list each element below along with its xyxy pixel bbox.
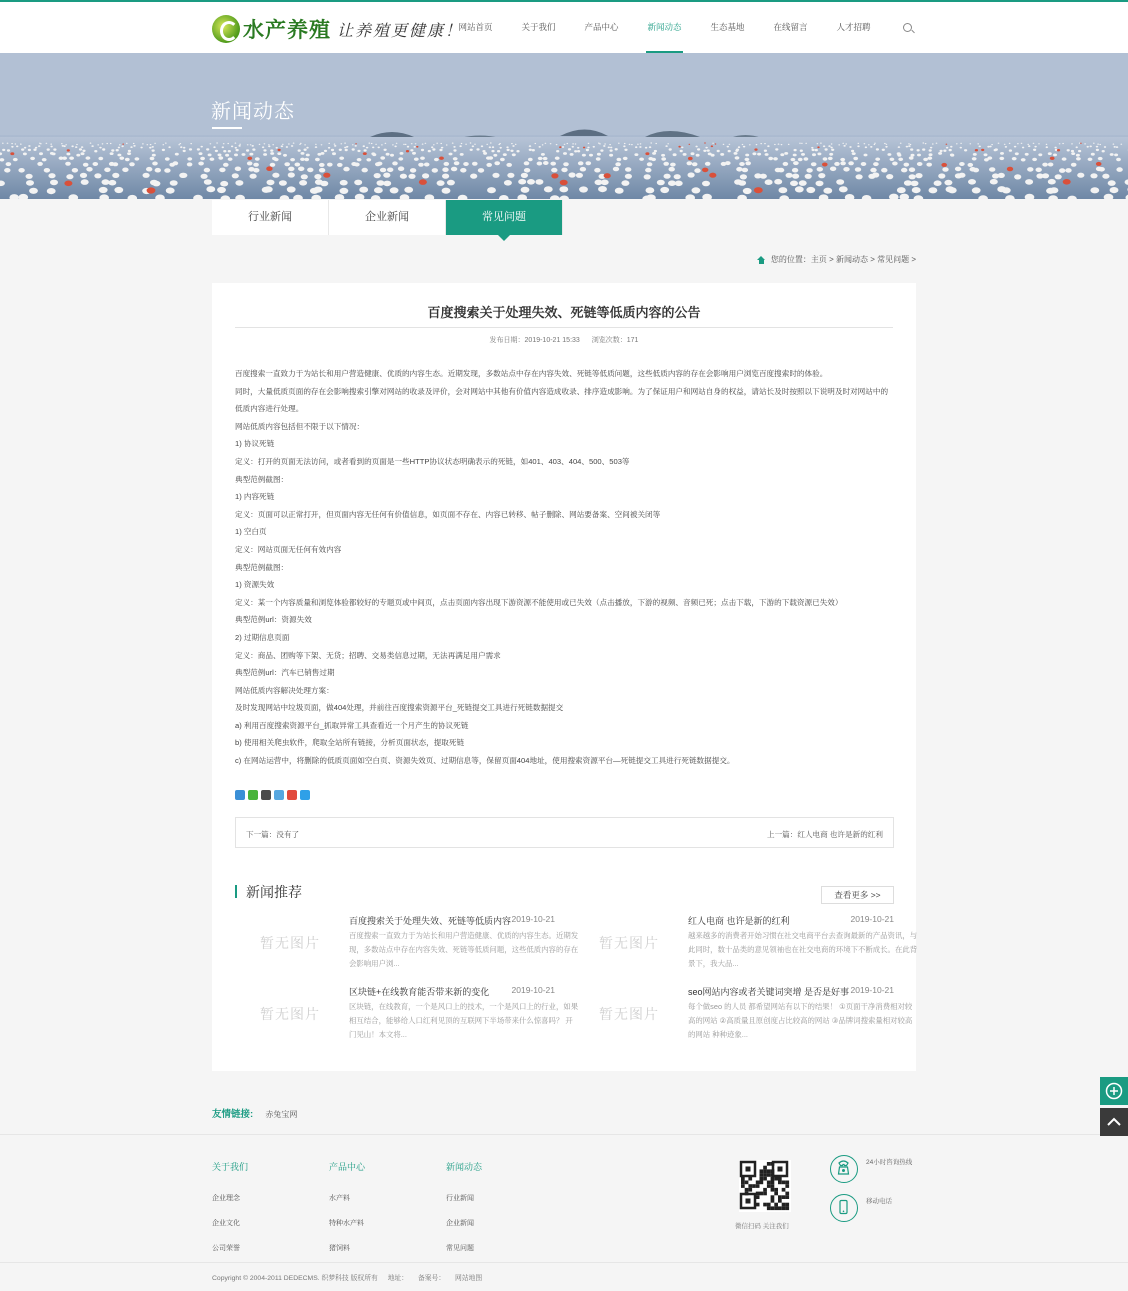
tab-faq[interactable]: 常见问题	[446, 200, 563, 235]
footer-col-title[interactable]: 产品中心	[329, 1162, 366, 1172]
article-paragraph: 1) 空白页	[235, 527, 267, 537]
qr-caption: 微信扫码 关注我们	[735, 1223, 789, 1230]
view-more-button[interactable]: 查看更多 >>	[821, 886, 894, 904]
main-nav	[444, 2, 885, 53]
sitemap-link[interactable]: 网站地图	[455, 1275, 483, 1282]
nav-home[interactable]: 网站首页	[458, 22, 493, 32]
recommend-item-title[interactable]: 百度搜索关于处理失效、死链等低质内容	[349, 916, 512, 926]
recommend-header	[235, 882, 894, 902]
footer-link[interactable]: 猪饲料	[329, 1245, 350, 1252]
footer-link[interactable]: 企业文化	[212, 1220, 240, 1227]
banner-seascape-image	[0, 53, 1128, 199]
footer-divider	[0, 1134, 1128, 1135]
friend-links-label: 友情链接:	[212, 1109, 254, 1120]
no-image-placeholder: 暂无图片	[599, 1006, 659, 1022]
chevron-up-icon	[1100, 1108, 1128, 1136]
footer-link[interactable]: 常见问题	[446, 1245, 474, 1252]
recommend-item-title[interactable]: seo网站内容或者关键词突增 是否是好事	[688, 987, 850, 997]
breadcrumb-path[interactable]: 主页 > 新闻动态 > 常见问题 >	[810, 255, 916, 264]
article-paragraph: b) 使用相关爬虫软件，爬取全站所有链接，分析页面状态，提取死链	[235, 738, 465, 748]
article-paragraph: 典型范例截图：	[235, 474, 289, 484]
banner-underline	[212, 127, 242, 129]
mobile-label: 移动电话	[866, 1198, 892, 1205]
banner-title: 新闻动态	[211, 101, 295, 123]
article-paragraph: 定义：页面可以正常打开，但页面内容无任何有价值信息，如页面不存在、内容已转移、帖子删除、网站要备案、空间被关闭等	[235, 509, 661, 519]
recommend-item[interactable]	[574, 914, 918, 974]
back-to-top-button[interactable]	[1100, 1108, 1128, 1136]
recommend-item-date: 2019-10-21	[850, 985, 894, 995]
footer-link[interactable]: 企业新闻	[446, 1220, 474, 1227]
footer-col-title[interactable]: 新闻动态	[446, 1162, 483, 1172]
share-bar	[235, 790, 313, 800]
breadcrumb-label: 您的位置：	[770, 255, 811, 264]
recommend-item[interactable]	[235, 985, 579, 1045]
article-paragraph: 及时发现网站中垃圾页面，做404处理，并前往百度搜索资源平台_死链提交工具进行死链数据提交	[235, 703, 564, 713]
recommend-item-date: 2019-10-21	[511, 985, 555, 995]
footer-col-products	[329, 1160, 429, 1268]
article-body	[235, 365, 895, 770]
article-divider	[235, 327, 893, 328]
icp-text: 备案号：	[417, 1275, 446, 1282]
share-qzone-icon[interactable]	[274, 790, 284, 800]
site-header	[0, 2, 1128, 53]
logo-mark-icon	[212, 15, 240, 43]
nav-base[interactable]: 生态基地	[710, 22, 745, 32]
tab-industry-news[interactable]: 行业新闻	[212, 200, 329, 235]
recommend-item-title[interactable]: 红人电商 也许是新的红利	[688, 916, 790, 926]
site-logo[interactable]	[212, 14, 463, 44]
article-paragraph: 1) 协议死链	[235, 439, 275, 449]
recommend-item-title[interactable]: 区块链+在线教育能否带来新的变化	[349, 987, 490, 997]
article-paragraph: 定义：某一个内容质量和浏览体验都较好的专题页或中间页，点击页面内容出现下游资源不能使用或已失效（点击播放，下游的视频、音频已死；点击下载，下游的下载资源已失效）	[235, 597, 843, 607]
friend-link[interactable]: 赤兔宝网	[265, 1110, 298, 1119]
share-wechat-icon[interactable]	[248, 790, 258, 800]
nav-news[interactable]: 新闻动态	[633, 2, 696, 53]
prev-article-link[interactable]: 上一篇：红人电商 也许是新的红利	[766, 830, 883, 839]
nav-products[interactable]: 产品中心	[584, 22, 619, 32]
article-paragraph: c) 在网站运营中，将删除的低质页面如空白页、资源失效页、过期信息等，保留页面404地址，使用搜索资源平台—死链提交工具进行死链数据提交。	[235, 756, 735, 766]
article-paragraph: 典型范例url：汽车已销售过期	[235, 668, 335, 678]
footer-link[interactable]: 特种水产料	[329, 1220, 364, 1227]
prev-next-nav	[235, 817, 894, 848]
nav-about[interactable]: 关于我们	[521, 22, 556, 32]
logo-text: 水产养殖	[243, 17, 331, 42]
sub-nav	[212, 200, 563, 235]
address-text: 地址：	[387, 1275, 409, 1282]
nav-message[interactable]: 在线留言	[773, 22, 808, 32]
recommend-accent-bar	[235, 885, 237, 898]
recommend-item[interactable]	[235, 914, 579, 974]
article-paragraph: 1) 内容死链	[235, 492, 275, 502]
article-paragraph: 典型范例截图：	[235, 562, 289, 572]
plus-circle-icon	[1100, 1077, 1128, 1105]
recommend-item[interactable]	[574, 985, 913, 1045]
page-banner	[0, 53, 1128, 199]
wechat-qr-code	[739, 1160, 791, 1212]
article-views: 浏览次数：171	[591, 337, 639, 344]
footer-link[interactable]: 水产料	[329, 1195, 350, 1202]
article-paragraph: 网站低质内容解决处理方案：	[235, 685, 334, 695]
article-paragraph: 2) 过期信息页面	[235, 632, 290, 642]
article-paragraph: 同时，大量低质页面的存在会影响搜索引擎对网站的收录及评价，会对网站中其他有价值内容造成收录、排序造成影响。为了保证用户和网站自身的权益，请站长及时按照以下说明及时对网站中的低质内容进行处理。	[235, 386, 889, 414]
phone-icon	[830, 1155, 858, 1183]
nav-jobs[interactable]: 人才招聘	[836, 22, 871, 32]
copyright-text: Copyright © 2004-2011 DEDECMS. 织梦科技 版权所有	[212, 1275, 378, 1282]
article-paragraph: 百度搜索一直致力于为站长和用户营造健康、优质的内容生态。近期发现，多数站点中存在内容失效、死链等低质问题，这些低质内容的存在会影响用户浏览百度搜索时的体验。	[235, 369, 828, 378]
article-date: 发布日期：2019-10-21 15:33	[489, 337, 580, 344]
mobile-icon	[830, 1194, 858, 1222]
footer-link[interactable]: 公司荣誉	[212, 1245, 240, 1252]
article-paragraph: 定义：网站页面无任何有效内容	[235, 544, 342, 554]
article-title: 百度搜索关于处理失效、死链等低质内容的公告	[427, 305, 701, 320]
article-paragraph: 定义：打开的页面无法访问，或者看到的页面是一些HTTP协议状态明确表示的死链，如401、403、404、500、503等	[235, 456, 630, 466]
float-contact-button[interactable]	[1100, 1077, 1128, 1105]
article-paragraph: 网站低质内容包括但不限于以下情况：	[235, 421, 365, 431]
footer-col-news	[446, 1160, 546, 1268]
no-image-placeholder: 暂无图片	[260, 935, 320, 951]
breadcrumb	[757, 254, 916, 265]
article-paragraph: a) 利用百度搜索资源平台_抓取异常工具查看近一个月产生的协议死链	[235, 720, 469, 730]
search-icon[interactable]	[903, 23, 912, 32]
share-weibo-icon[interactable]	[287, 790, 297, 800]
share-add-icon[interactable]	[235, 790, 245, 800]
article-meta	[212, 335, 916, 345]
hotline-label: 24小时咨询热线	[866, 1159, 913, 1166]
bottom-divider	[0, 1262, 1128, 1263]
recommend-item-date: 2019-10-21	[511, 914, 555, 924]
recommend-title: 新闻推荐	[246, 884, 302, 900]
footer-col-about	[212, 1160, 312, 1268]
next-article-link[interactable]: 下一篇：没有了	[246, 830, 300, 839]
article-paragraph: 定义：商品、团购等下架、无货；招聘、交易类信息过期，无法再满足用户需求	[235, 650, 501, 660]
recommend-item-date: 2019-10-21	[850, 914, 894, 924]
recommend-item-summary: 越来越多的消费者开始习惯在社交电商平台去查询最新的产品资讯，与此同时，数十品类的意见领袖也在社交电商的环境下不断成长。在此背景下，我大品...	[688, 931, 918, 968]
logo-slogan: 让养殖更健康！	[337, 20, 464, 40]
article-paragraph: 1) 资源失效	[235, 580, 275, 590]
recommend-item-summary: 每个做seo 的人员 都希望网站有以下的结果！ ①页面干净消费相对较高的网站 ②高质量且原创度占比较高的网站 ③品牌词搜索量相对较高的网站 种种迹象...	[688, 1002, 913, 1039]
article-paragraph: 典型范例url：资源失效	[235, 615, 312, 625]
footer-link[interactable]: 行业新闻	[446, 1195, 474, 1202]
share-tencent-icon[interactable]	[300, 790, 310, 800]
tab-company-news[interactable]: 企业新闻	[329, 200, 446, 235]
footer-col-title[interactable]: 关于我们	[212, 1162, 249, 1172]
copyright-bar	[212, 1272, 490, 1282]
no-image-placeholder: 暂无图片	[599, 935, 659, 951]
home-icon	[757, 256, 766, 264]
recommend-item-summary: 百度搜索一直致力于为站长和用户营造健康、优质的内容生态。近期发现，多数站点中存在内容失效、死链等低质问题，这些低质内容的存在会影响用户浏...	[349, 931, 579, 968]
article-card	[212, 283, 916, 1071]
no-image-placeholder: 暂无图片	[260, 1006, 320, 1022]
qr-code-image	[739, 1160, 791, 1212]
friend-links	[212, 1106, 297, 1120]
share-print-icon[interactable]	[261, 790, 271, 800]
recommend-item-summary: 区块链，在线教育，一个是风口上的技术，一个是风口上的行业，如果相互结合，能够给人口红利见顶的互联网下半场带来什么惊喜吗？ 开门见山！本文将...	[349, 1002, 579, 1039]
footer-link[interactable]: 企业理念	[212, 1195, 240, 1202]
